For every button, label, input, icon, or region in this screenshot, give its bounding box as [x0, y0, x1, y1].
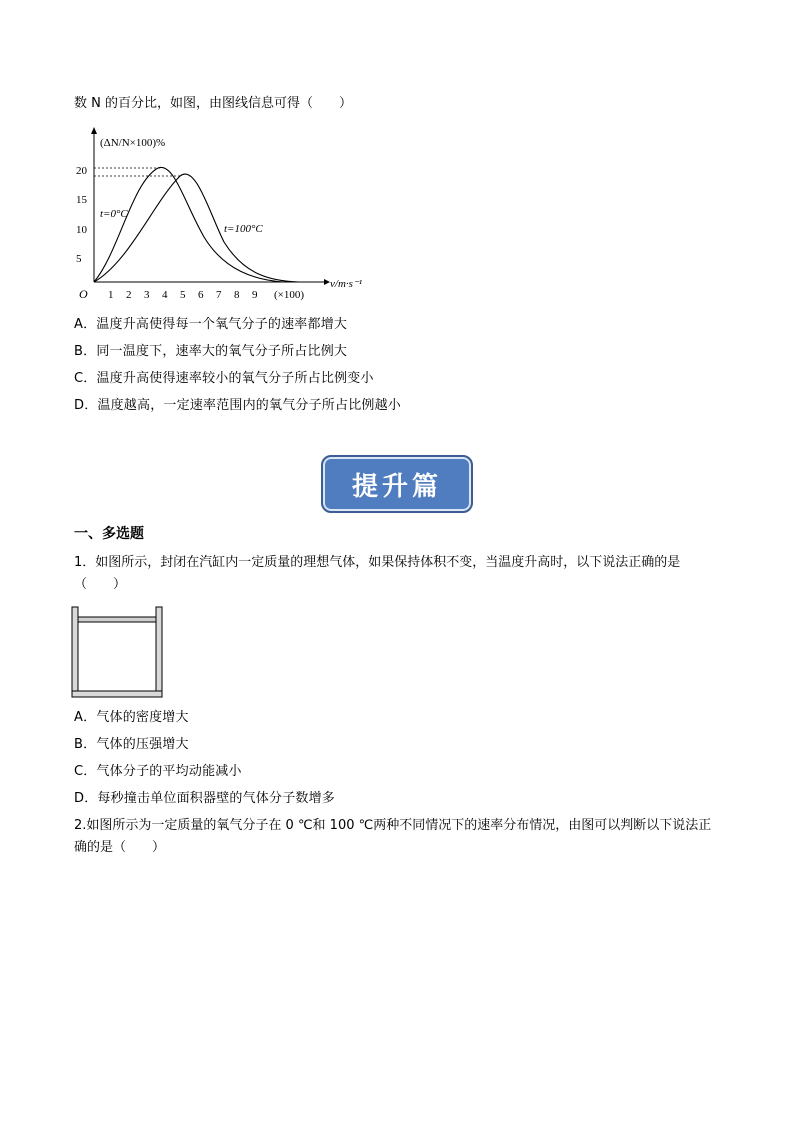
x-tick: 4 [162, 289, 168, 301]
y-tick: 15 [76, 194, 87, 206]
cylinder-left-wall [72, 607, 78, 697]
x-tick: 3 [144, 289, 150, 301]
y-tick: 5 [76, 253, 82, 265]
q1-option-d: D．每秒撞击单位面积器壁的气体分子数增多 [74, 791, 336, 806]
section-banner [321, 455, 473, 513]
y-axis-label: (ΔN/N×100)% [100, 137, 166, 149]
cylinder-right-wall [156, 607, 162, 697]
question-1-stem: 1．如图所示，封闭在汽缸内一定质量的理想气体，如果保持体积不变，当温度升高时，以下说法正确的是（ ） [74, 555, 681, 592]
option-b: B．同一温度下，速率大的氧气分子所占比例大 [74, 344, 348, 359]
banner-text: 提升篇 [351, 471, 442, 502]
intro-line: 数 N 的百分比，如图，由图线信息可得（ ） [74, 96, 352, 111]
x-axis-label: v/m·s⁻¹ [330, 278, 363, 290]
cylinder-figure [70, 605, 166, 701]
curve-100c-label: t=100°C [224, 223, 263, 235]
option-d: D．温度越高，一定速率范围内的氧气分子所占比例越小 [74, 398, 402, 413]
option-a: A．温度升高使得每一个氧气分子的速率都增大 [74, 317, 348, 332]
x-tick: 2 [126, 289, 132, 301]
y-tick: 10 [76, 224, 87, 236]
x-tick: 6 [198, 289, 204, 301]
origin-label: O [79, 287, 88, 301]
piston [78, 617, 156, 622]
x-tick: 5 [180, 289, 186, 301]
question-2-stem: 2.如图所示为一定质量的氧气分子在 0 ℃和 100 ℃两种不同情况下的速率分布情况，由图可以判断以下说法正确的是（ ） [74, 818, 712, 855]
q1-option-b: B．气体的压强增大 [74, 737, 189, 752]
y-tick: 20 [76, 165, 87, 177]
curve-0c-label: t=0°C [100, 208, 128, 220]
x-tick-multiplier: (×100) [274, 289, 305, 301]
curve-100c [94, 174, 299, 282]
cylinder-bottom [72, 691, 162, 697]
y-ticks [76, 165, 88, 265]
q1-option-c: C．气体分子的平均动能减小 [74, 764, 242, 779]
x-tick: 8 [234, 289, 240, 301]
speed-distribution-graph [74, 122, 374, 302]
x-tick: 7 [216, 289, 222, 301]
option-c: C．温度升高使得速率较小的氧气分子所占比例变小 [74, 371, 374, 386]
y-axis-arrow [91, 127, 97, 134]
x-tick: 1 [108, 289, 114, 301]
q1-option-a: A．气体的密度增大 [74, 710, 189, 725]
x-ticks [79, 287, 304, 301]
x-tick: 9 [252, 289, 258, 301]
section-title: 一、多选题 [74, 526, 144, 542]
